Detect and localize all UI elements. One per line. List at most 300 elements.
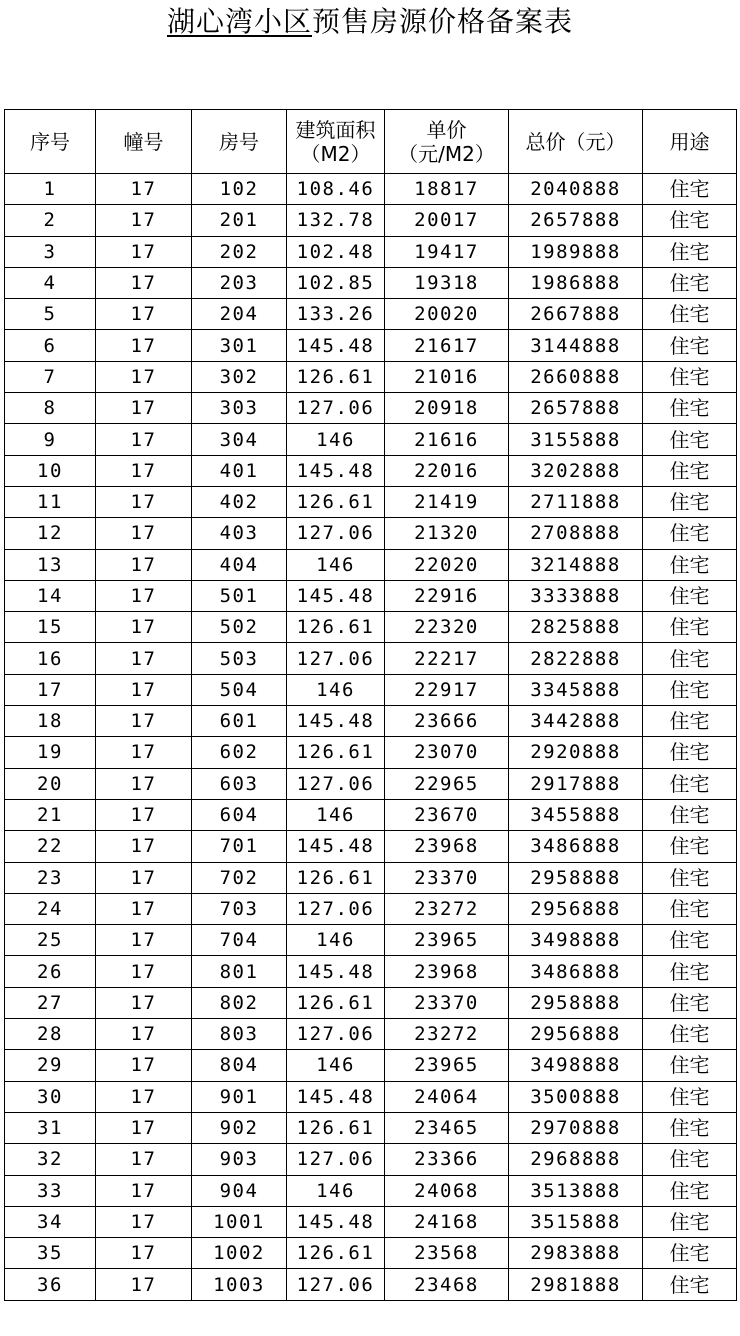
- price-table: [4, 109, 737, 1301]
- cell-room: 1002: [192, 1238, 287, 1269]
- table-row: [5, 1112, 737, 1143]
- table-row: [5, 862, 737, 893]
- cell-total-price: 1989888: [509, 236, 643, 267]
- cell-usage: 住宅: [643, 267, 737, 298]
- cell-total-price: 2958888: [509, 862, 643, 893]
- cell-area: 133.26: [287, 299, 385, 330]
- cell-unit-price: 20918: [385, 393, 509, 424]
- header-seq: [5, 110, 96, 174]
- cell-building: 17: [96, 643, 192, 674]
- cell-unit-price: 20017: [385, 205, 509, 236]
- cell-unit-price: 23465: [385, 1112, 509, 1143]
- cell-building: 17: [96, 393, 192, 424]
- cell-seq: 11: [5, 486, 96, 517]
- cell-unit-price: 21320: [385, 518, 509, 549]
- cell-seq: 23: [5, 862, 96, 893]
- table-row: [5, 518, 737, 549]
- cell-unit-price: 22020: [385, 549, 509, 580]
- cell-seq: 33: [5, 1175, 96, 1206]
- cell-room: 403: [192, 518, 287, 549]
- table-row: [5, 1238, 737, 1269]
- cell-unit-price: 22217: [385, 643, 509, 674]
- cell-total-price: 2970888: [509, 1112, 643, 1143]
- cell-total-price: 2825888: [509, 612, 643, 643]
- cell-building: 17: [96, 1050, 192, 1081]
- cell-seq: 25: [5, 925, 96, 956]
- cell-area: 145.48: [287, 831, 385, 862]
- cell-building: 17: [96, 455, 192, 486]
- cell-area: 102.85: [287, 267, 385, 298]
- cell-usage: 住宅: [643, 706, 737, 737]
- cell-room: 903: [192, 1144, 287, 1175]
- cell-seq: 30: [5, 1081, 96, 1112]
- cell-seq: 36: [5, 1269, 96, 1300]
- cell-unit-price: 23070: [385, 737, 509, 768]
- cell-building: 17: [96, 424, 192, 455]
- cell-usage: 住宅: [643, 1175, 737, 1206]
- cell-area: 145.48: [287, 956, 385, 987]
- cell-total-price: 3155888: [509, 424, 643, 455]
- cell-usage: 住宅: [643, 486, 737, 517]
- cell-area: 145.48: [287, 1206, 385, 1237]
- cell-unit-price: 23965: [385, 925, 509, 956]
- cell-usage: 住宅: [643, 987, 737, 1018]
- cell-room: 702: [192, 862, 287, 893]
- cell-unit-price: 23272: [385, 893, 509, 924]
- cell-usage: 住宅: [643, 1112, 737, 1143]
- cell-total-price: 2667888: [509, 299, 643, 330]
- cell-building: 17: [96, 1081, 192, 1112]
- header-unit-price-line: 单价: [426, 117, 467, 142]
- cell-total-price: 2711888: [509, 486, 643, 517]
- cell-area: 127.06: [287, 768, 385, 799]
- cell-room: 302: [192, 361, 287, 392]
- cell-building: 17: [96, 862, 192, 893]
- table-row: [5, 1050, 737, 1081]
- cell-building: 17: [96, 768, 192, 799]
- table-row: [5, 174, 737, 205]
- cell-area: 126.61: [287, 1112, 385, 1143]
- cell-seq: 19: [5, 737, 96, 768]
- cell-seq: 27: [5, 987, 96, 1018]
- cell-building: 17: [96, 925, 192, 956]
- cell-unit-price: 23272: [385, 1019, 509, 1050]
- cell-unit-price: 23568: [385, 1238, 509, 1269]
- cell-area: 127.06: [287, 1144, 385, 1175]
- cell-total-price: 3345888: [509, 674, 643, 705]
- cell-total-price: 3202888: [509, 455, 643, 486]
- header-total-price-line: 总价（元）: [525, 129, 626, 154]
- table-row: [5, 580, 737, 611]
- cell-usage: 住宅: [643, 361, 737, 392]
- cell-usage: 住宅: [643, 1269, 737, 1300]
- cell-building: 17: [96, 987, 192, 1018]
- cell-room: 901: [192, 1081, 287, 1112]
- header-seq-line: 序号: [30, 129, 70, 154]
- cell-total-price: 2917888: [509, 768, 643, 799]
- cell-total-price: 3442888: [509, 706, 643, 737]
- table-row: [5, 956, 737, 987]
- cell-total-price: 3515888: [509, 1206, 643, 1237]
- cell-total-price: 2983888: [509, 1238, 643, 1269]
- cell-room: 604: [192, 799, 287, 830]
- cell-room: 602: [192, 737, 287, 768]
- cell-seq: 8: [5, 393, 96, 424]
- cell-total-price: 2920888: [509, 737, 643, 768]
- table-row: [5, 1175, 737, 1206]
- cell-building: 17: [96, 361, 192, 392]
- cell-usage: 住宅: [643, 330, 737, 361]
- cell-room: 204: [192, 299, 287, 330]
- table-row: [5, 674, 737, 705]
- cell-seq: 21: [5, 799, 96, 830]
- table-row: [5, 706, 737, 737]
- cell-unit-price: 23370: [385, 987, 509, 1018]
- cell-seq: 20: [5, 768, 96, 799]
- cell-room: 504: [192, 674, 287, 705]
- cell-area: 126.61: [287, 987, 385, 1018]
- cell-area: 108.46: [287, 174, 385, 205]
- table-row: [5, 893, 737, 924]
- cell-building: 17: [96, 1144, 192, 1175]
- header-usage-line: 用途: [669, 129, 710, 154]
- cell-seq: 29: [5, 1050, 96, 1081]
- cell-area: 146: [287, 1050, 385, 1081]
- table-row: [5, 643, 737, 674]
- cell-area: 145.48: [287, 1081, 385, 1112]
- cell-area: 127.06: [287, 893, 385, 924]
- cell-building: 17: [96, 299, 192, 330]
- cell-room: 503: [192, 643, 287, 674]
- cell-total-price: 3486888: [509, 956, 643, 987]
- header-unit-price-line: （元/M2）: [398, 141, 495, 166]
- cell-area: 145.48: [287, 330, 385, 361]
- cell-seq: 28: [5, 1019, 96, 1050]
- cell-building: 17: [96, 737, 192, 768]
- cell-building: 17: [96, 330, 192, 361]
- table-row: [5, 768, 737, 799]
- table-row: [5, 393, 737, 424]
- cell-usage: 住宅: [643, 1206, 737, 1237]
- table-row: [5, 267, 737, 298]
- cell-total-price: 3214888: [509, 549, 643, 580]
- header-area: [287, 110, 385, 174]
- cell-usage: 住宅: [643, 1238, 737, 1269]
- table-row: [5, 1144, 737, 1175]
- cell-room: 201: [192, 205, 287, 236]
- cell-room: 804: [192, 1050, 287, 1081]
- cell-area: 145.48: [287, 580, 385, 611]
- cell-room: 203: [192, 267, 287, 298]
- cell-seq: 4: [5, 267, 96, 298]
- cell-room: 401: [192, 455, 287, 486]
- header-unit-price: [385, 110, 509, 174]
- header-room-line: 房号: [219, 129, 259, 154]
- cell-area: 146: [287, 925, 385, 956]
- cell-building: 17: [96, 1238, 192, 1269]
- cell-usage: 住宅: [643, 1019, 737, 1050]
- cell-building: 17: [96, 1175, 192, 1206]
- cell-area: 145.48: [287, 455, 385, 486]
- cell-area: 146: [287, 674, 385, 705]
- cell-area: 127.06: [287, 643, 385, 674]
- cell-usage: 住宅: [643, 299, 737, 330]
- table-row: [5, 205, 737, 236]
- cell-room: 701: [192, 831, 287, 862]
- cell-building: 17: [96, 1269, 192, 1300]
- cell-building: 17: [96, 267, 192, 298]
- cell-usage: 住宅: [643, 768, 737, 799]
- cell-room: 502: [192, 612, 287, 643]
- cell-usage: 住宅: [643, 549, 737, 580]
- cell-area: 146: [287, 1175, 385, 1206]
- table-row: [5, 424, 737, 455]
- cell-usage: 住宅: [643, 580, 737, 611]
- cell-building: 17: [96, 706, 192, 737]
- cell-total-price: 2968888: [509, 1144, 643, 1175]
- table-row: [5, 612, 737, 643]
- table-row: [5, 330, 737, 361]
- table-row: [5, 299, 737, 330]
- cell-area: 127.06: [287, 1269, 385, 1300]
- cell-building: 17: [96, 1019, 192, 1050]
- cell-building: 17: [96, 518, 192, 549]
- title-project-name: 湖心湾小区: [166, 5, 312, 38]
- cell-usage: 住宅: [643, 236, 737, 267]
- cell-usage: 住宅: [643, 205, 737, 236]
- cell-building: 17: [96, 893, 192, 924]
- cell-total-price: 2657888: [509, 393, 643, 424]
- cell-usage: 住宅: [643, 893, 737, 924]
- cell-room: 304: [192, 424, 287, 455]
- cell-building: 17: [96, 236, 192, 267]
- cell-usage: 住宅: [643, 674, 737, 705]
- cell-seq: 24: [5, 893, 96, 924]
- cell-room: 102: [192, 174, 287, 205]
- cell-area: 146: [287, 549, 385, 580]
- cell-usage: 住宅: [643, 518, 737, 549]
- cell-total-price: 2708888: [509, 518, 643, 549]
- table-row: [5, 486, 737, 517]
- cell-usage: 住宅: [643, 1050, 737, 1081]
- table-row: [5, 925, 737, 956]
- cell-usage: 住宅: [643, 612, 737, 643]
- cell-area: 146: [287, 424, 385, 455]
- cell-unit-price: 23366: [385, 1144, 509, 1175]
- cell-building: 17: [96, 1112, 192, 1143]
- table-row: [5, 831, 737, 862]
- cell-room: 704: [192, 925, 287, 956]
- cell-seq: 7: [5, 361, 96, 392]
- cell-area: 126.61: [287, 862, 385, 893]
- header-building: [96, 110, 192, 174]
- cell-area: 145.48: [287, 706, 385, 737]
- cell-room: 801: [192, 956, 287, 987]
- table-body: [5, 174, 737, 1301]
- cell-seq: 3: [5, 236, 96, 267]
- cell-seq: 9: [5, 424, 96, 455]
- cell-room: 1001: [192, 1206, 287, 1237]
- cell-seq: 15: [5, 612, 96, 643]
- cell-total-price: 2660888: [509, 361, 643, 392]
- table-row: [5, 1081, 737, 1112]
- header-row: [5, 110, 737, 174]
- cell-building: 17: [96, 612, 192, 643]
- cell-room: 904: [192, 1175, 287, 1206]
- cell-unit-price: 23965: [385, 1050, 509, 1081]
- cell-area: 127.06: [287, 518, 385, 549]
- header-room: [192, 110, 287, 174]
- cell-seq: 26: [5, 956, 96, 987]
- cell-area: 146: [287, 799, 385, 830]
- cell-seq: 22: [5, 831, 96, 862]
- cell-area: 126.61: [287, 737, 385, 768]
- header-usage: [643, 110, 737, 174]
- cell-room: 402: [192, 486, 287, 517]
- cell-usage: 住宅: [643, 643, 737, 674]
- cell-seq: 31: [5, 1112, 96, 1143]
- cell-total-price: 2956888: [509, 1019, 643, 1050]
- header-area-line: （M2）: [300, 141, 371, 166]
- cell-room: 601: [192, 706, 287, 737]
- cell-area: 126.61: [287, 361, 385, 392]
- cell-building: 17: [96, 956, 192, 987]
- cell-total-price: 1986888: [509, 267, 643, 298]
- cell-room: 404: [192, 549, 287, 580]
- cell-usage: 住宅: [643, 424, 737, 455]
- cell-unit-price: 22320: [385, 612, 509, 643]
- cell-unit-price: 21616: [385, 424, 509, 455]
- cell-total-price: 2981888: [509, 1269, 643, 1300]
- cell-total-price: 2822888: [509, 643, 643, 674]
- cell-seq: 12: [5, 518, 96, 549]
- header-area-line: 建筑面积: [295, 117, 376, 142]
- cell-unit-price: 19417: [385, 236, 509, 267]
- title-rest: 预售房源价格备案表: [312, 5, 574, 38]
- cell-building: 17: [96, 486, 192, 517]
- cell-usage: 住宅: [643, 393, 737, 424]
- cell-unit-price: 23468: [385, 1269, 509, 1300]
- cell-seq: 2: [5, 205, 96, 236]
- cell-seq: 34: [5, 1206, 96, 1237]
- cell-unit-price: 21016: [385, 361, 509, 392]
- cell-seq: 10: [5, 455, 96, 486]
- cell-usage: 住宅: [643, 831, 737, 862]
- cell-usage: 住宅: [643, 862, 737, 893]
- cell-unit-price: 23666: [385, 706, 509, 737]
- cell-seq: 6: [5, 330, 96, 361]
- cell-usage: 住宅: [643, 956, 737, 987]
- cell-total-price: 3498888: [509, 1050, 643, 1081]
- cell-area: 126.61: [287, 486, 385, 517]
- cell-unit-price: 24068: [385, 1175, 509, 1206]
- cell-room: 603: [192, 768, 287, 799]
- cell-usage: 住宅: [643, 799, 737, 830]
- table-row: [5, 799, 737, 830]
- cell-room: 1003: [192, 1269, 287, 1300]
- cell-total-price: 2958888: [509, 987, 643, 1018]
- cell-unit-price: 23370: [385, 862, 509, 893]
- cell-usage: 住宅: [643, 1144, 737, 1175]
- cell-unit-price: 24064: [385, 1081, 509, 1112]
- cell-unit-price: 23968: [385, 831, 509, 862]
- cell-unit-price: 21419: [385, 486, 509, 517]
- cell-total-price: 3513888: [509, 1175, 643, 1206]
- cell-area: 132.78: [287, 205, 385, 236]
- cell-seq: 1: [5, 174, 96, 205]
- cell-seq: 17: [5, 674, 96, 705]
- cell-seq: 13: [5, 549, 96, 580]
- cell-unit-price: 22016: [385, 455, 509, 486]
- cell-building: 17: [96, 799, 192, 830]
- cell-room: 803: [192, 1019, 287, 1050]
- cell-total-price: 3333888: [509, 580, 643, 611]
- cell-area: 126.61: [287, 612, 385, 643]
- cell-building: 17: [96, 174, 192, 205]
- cell-room: 303: [192, 393, 287, 424]
- cell-building: 17: [96, 831, 192, 862]
- table-row: [5, 361, 737, 392]
- cell-total-price: 2956888: [509, 893, 643, 924]
- table-row: [5, 987, 737, 1018]
- cell-unit-price: 19318: [385, 267, 509, 298]
- cell-unit-price: 24168: [385, 1206, 509, 1237]
- cell-total-price: 2040888: [509, 174, 643, 205]
- cell-building: 17: [96, 1206, 192, 1237]
- cell-unit-price: 23670: [385, 799, 509, 830]
- cell-total-price: 3498888: [509, 925, 643, 956]
- cell-room: 501: [192, 580, 287, 611]
- table-row: [5, 1206, 737, 1237]
- cell-room: 703: [192, 893, 287, 924]
- cell-total-price: 3486888: [509, 831, 643, 862]
- cell-unit-price: 20020: [385, 299, 509, 330]
- table-row: [5, 455, 737, 486]
- cell-unit-price: 18817: [385, 174, 509, 205]
- table-row: [5, 236, 737, 267]
- page-title: [0, 2, 740, 42]
- cell-area: 102.48: [287, 236, 385, 267]
- cell-usage: 住宅: [643, 925, 737, 956]
- cell-seq: 16: [5, 643, 96, 674]
- cell-total-price: 3144888: [509, 330, 643, 361]
- cell-room: 802: [192, 987, 287, 1018]
- cell-unit-price: 22965: [385, 768, 509, 799]
- cell-total-price: 3500888: [509, 1081, 643, 1112]
- cell-unit-price: 23968: [385, 956, 509, 987]
- cell-seq: 18: [5, 706, 96, 737]
- cell-building: 17: [96, 549, 192, 580]
- cell-usage: 住宅: [643, 1081, 737, 1112]
- cell-room: 301: [192, 330, 287, 361]
- cell-area: 127.06: [287, 393, 385, 424]
- table-row: [5, 737, 737, 768]
- cell-area: 127.06: [287, 1019, 385, 1050]
- header-building-line: 幢号: [123, 129, 164, 154]
- cell-area: 126.61: [287, 1238, 385, 1269]
- table-row: [5, 549, 737, 580]
- header-total-price: [509, 110, 643, 174]
- cell-seq: 32: [5, 1144, 96, 1175]
- cell-building: 17: [96, 205, 192, 236]
- cell-usage: 住宅: [643, 174, 737, 205]
- cell-unit-price: 21617: [385, 330, 509, 361]
- cell-total-price: 2657888: [509, 205, 643, 236]
- table-row: [5, 1269, 737, 1300]
- cell-building: 17: [96, 674, 192, 705]
- cell-seq: 35: [5, 1238, 96, 1269]
- cell-seq: 5: [5, 299, 96, 330]
